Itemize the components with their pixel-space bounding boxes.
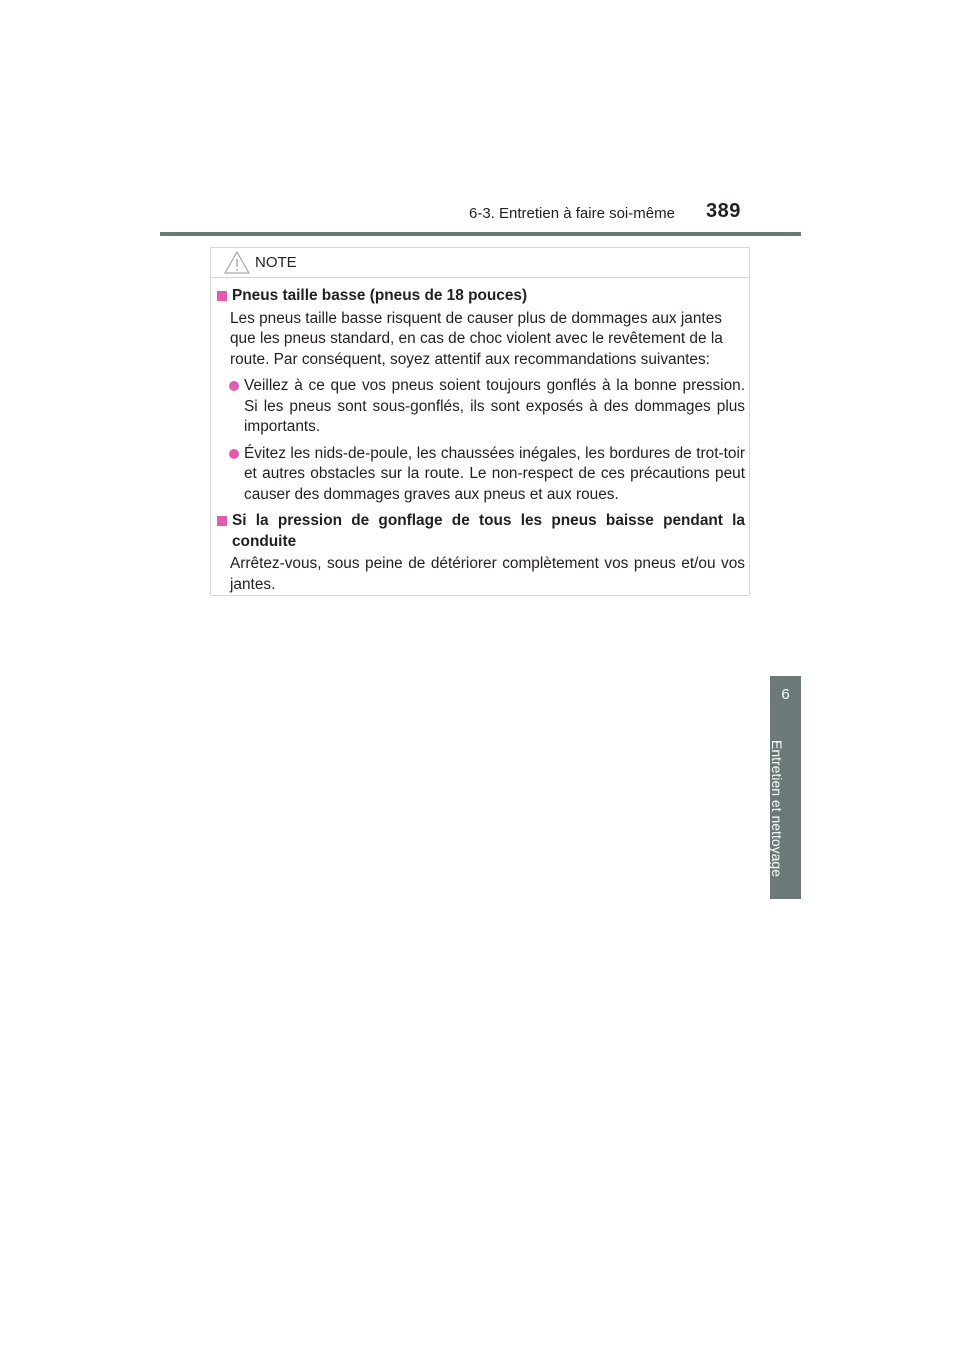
list-item: Veillez à ce que vos pneus soient toujours gonflés à la bonne pression. Si les pneus sont sous-gonflés, ils sont exposés à des dommages plus importants. — [229, 376, 745, 438]
section-paragraph: Arrêtez-vous, sous peine de détériorer complètement vos pneus et/ou vos jantes. — [230, 555, 745, 593]
notice-body — [215, 286, 745, 595]
warning-triangle-icon — [224, 251, 250, 274]
header-rule — [160, 232, 801, 236]
section-paragraph: Les pneus taille basse risquent de causer plus de dommages aux jantes que les pneus standard, en cas de choc violent avec le revêtement de la route. Par conséquent, soyez attentif aux recommandations suivantes: — [230, 309, 723, 368]
header-section-title: 6-3. Entretien à faire soi-même — [469, 205, 675, 222]
notice-title: NOTE — [255, 254, 297, 271]
chapter-title: Entretien et nettoyage — [769, 740, 785, 877]
circle-bullet-icon — [229, 381, 239, 391]
list-item: Évitez les nids-de-poule, les chaussées inégales, les bordures de trot-toir et autres obstacles sur la route. Le non-respect de ces précautions peut causer des dommages graves aux pneus et aux roues. — [229, 444, 745, 506]
section-heading: Pneus taille basse (pneus de 18 pouces) — [215, 286, 745, 307]
page-number: 389 — [706, 200, 741, 222]
square-bullet-icon — [217, 291, 227, 301]
section-heading: Si la pression de gonflage de tous les pneus baisse pendant la conduite — [215, 511, 745, 552]
notice-box — [210, 247, 750, 596]
square-bullet-icon — [217, 516, 227, 526]
chapter-number: 6 — [781, 686, 790, 703]
circle-bullet-icon — [229, 449, 239, 459]
notice-header — [211, 248, 749, 278]
